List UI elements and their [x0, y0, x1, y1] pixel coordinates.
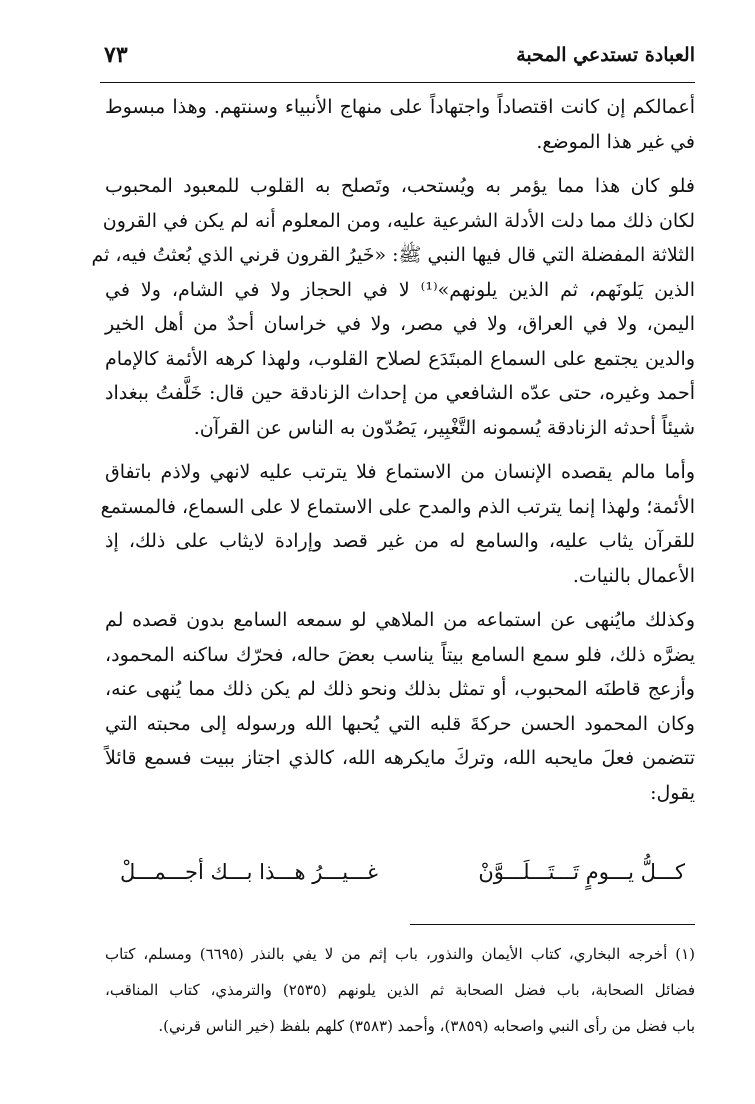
text-line: وأزعج قاطنَه المحبوب، أو تمثل بذلك ونحو ذلك لم يكن ذلك مما يُنهى عنه،: [105, 678, 695, 700]
text-line: فلو كان هذا مما يؤمر به ويُستحب، وتَصلح به القلوب للمعبود المحبوب: [105, 175, 695, 197]
text-line: شيئاً أحدثه الزنادقة يُسمونه التَّغْبِير، يَصُدّون به الناس عن القرآن.: [193, 416, 695, 439]
text-line: الأئمة؛ ولهذا إنما يترتب الذم والمدح على الاستماع لا على السماع، فالمستمع: [100, 495, 695, 518]
paragraph-2: [91, 169, 695, 445]
footnote-line: (١) أخرجه البخاري، كتاب الأيمان والنذور، باب إثم من لا يفي بالنذر (٦٦٩٥) ومسلم، كتاب: [105, 945, 695, 963]
verse-first-hemistich: كـــلُّ يـــومٍ تَـــتَـــلَـــوَّنْ: [478, 860, 685, 884]
text-line: والدين يجتمع على السماع المبتَدَع لصلاح القلوب، ولهذا كرهه الأئمة كالإمام: [105, 347, 695, 370]
text-line: يقول:: [650, 781, 695, 804]
footnote: [105, 936, 695, 1044]
text-line: يضرَّه ذلك، فلو سمع السامع بيتاً يناسب بعضَ حاله، فحرّك ساكنه المحمود،: [105, 643, 695, 666]
paragraph-4: [105, 603, 695, 810]
text-line: أحمد وغيره، حتى عدّه الشافعي من إحداث الزنادقة حين قال: خَلَّفتُ ببغداد: [105, 382, 695, 404]
text-line: لكان ذلك مما دلت الأدلة الشرعية عليه، ومن المعلوم أنه لم يكن في القرون: [102, 209, 695, 232]
chapter-title: العبادة تستدعي المحبة: [516, 44, 695, 66]
paragraph-3: [100, 455, 695, 593]
paragraph-1: [105, 90, 695, 159]
text-line: أعمالكم إن كانت اقتصاداً واجتهاداً على منهاج الأنبياء وسنتهم. وهذا مبسوط: [105, 96, 695, 118]
poetry-verse: [120, 860, 685, 896]
text-line: وكان المحمود الحسن حركةَ قلبه التي يُحبها الله ورسوله إلى محبته التي: [105, 712, 695, 735]
text-line: للقرآن يثاب عليه، والسامع له من غير قصد وإرادة لايثاب على ذلك، إذ: [105, 530, 695, 552]
footnote-line: فضائل الصحابة، باب فضل الصحابة ثم الذين يلونهم (٢٥٣٥) والترمذي، كتاب المناقب،: [105, 981, 695, 999]
page-number: ٧٣: [104, 42, 128, 68]
text-line: تتضمن فعلَ مايحبه الله، وتركَ مايكرهه الله، كالذي اجتاز ببيت فسمع قائلاً: [105, 747, 695, 769]
text-line: الثلاثة المفضلة التي قال فيها النبي ﷺ: «خَيرُ القرون قرني الذي بُعثتُ فيه، ثم: [91, 244, 695, 266]
text-line: وكذلك مايُنهى عن استماعه من الملاهي لو سمعه السامع بدون قصده لم: [105, 609, 695, 631]
footnote-line: باب فضل من رأى النبي واصحابه (٣٨٥٩)، وأحمد (٣٥٨٣) كلهم بلفظ (خير الناس قرني).: [158, 1017, 695, 1035]
text-line: اليمن، ولا في العراق، ولا في مصر، ولا في خراسان أحدٌ من أهل الخير: [105, 313, 695, 335]
text-line: الأعمال بالنيات.: [572, 564, 695, 587]
main-text: [91, 90, 695, 820]
text-line: الذين يَلونَهم، ثم الذين يلونهم»⁽¹⁾ لا في الحجاز ولا في الشام، ولا في: [105, 278, 695, 301]
text-line: وأما مالم يقصده الإنسان من الاستماع فلا يترتب عليه لانهي ولاذم باتفاق: [105, 461, 695, 483]
verse-second-hemistich: غـــيـــرُ هـــذا بـــك أجـــمـــلْ: [120, 860, 379, 884]
footnote-separator: [410, 924, 695, 925]
running-header: [100, 38, 695, 83]
text-line: في غير هذا الموضع.: [536, 130, 695, 153]
